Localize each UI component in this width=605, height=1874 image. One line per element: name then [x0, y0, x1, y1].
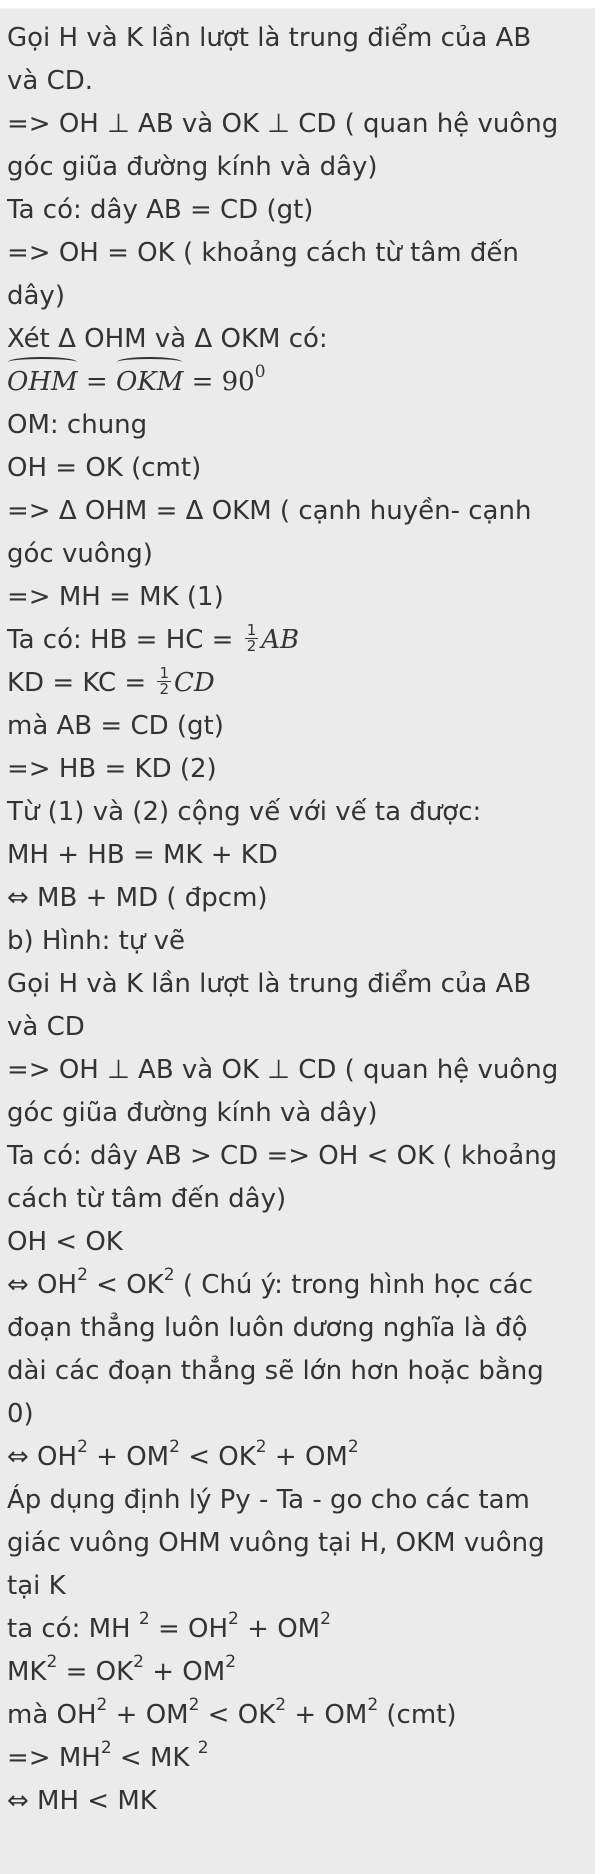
text-line: góc giũa đường kính và dây)	[7, 1098, 378, 1128]
superscript: 2	[255, 1437, 267, 1458]
text-line: dài các đoạn thẳng sẽ lớn hơn hoặc bằng	[7, 1356, 544, 1386]
fraction-numerator: 1	[159, 664, 170, 682]
superscript: 2	[320, 1609, 331, 1630]
superscript: 2	[225, 1652, 237, 1673]
superscript: 0	[254, 362, 266, 383]
math-text: CD	[174, 668, 215, 698]
math-text: AB	[261, 625, 300, 655]
superscript: 2	[96, 1695, 108, 1716]
line-prefix: KD = KC =	[7, 668, 155, 698]
math-line	[7, 1694, 592, 1737]
text-line: giác vuông OHM vuông tại H, OKM vuông	[7, 1528, 545, 1558]
math-segment: MK	[7, 1657, 47, 1687]
superscript: 2	[77, 1265, 88, 1286]
superscript: 2	[163, 1265, 175, 1286]
text-line: dây)	[7, 281, 65, 311]
math-segment: = OH	[149, 1614, 229, 1644]
math-segment: + OM	[286, 1700, 368, 1730]
math-segment: + OM	[143, 1657, 226, 1687]
text-line: và CD	[7, 1012, 85, 1042]
text-line: Ta có: dây AB = CD (gt)	[7, 195, 314, 225]
math-line	[7, 1608, 592, 1651]
math-segment: = OK	[57, 1657, 134, 1687]
text-line: tại K	[7, 1571, 66, 1601]
top-strip	[0, 0, 595, 9]
text-line: OH < OK	[7, 1227, 123, 1257]
text-line: cách từ tâm đến dây)	[7, 1184, 287, 1214]
superscript: 2	[197, 1738, 209, 1759]
text-line: góc giũa đường kính và dây)	[7, 152, 378, 182]
superscript: 2	[228, 1609, 239, 1630]
superscript: 2	[46, 1652, 58, 1673]
superscript: 2	[347, 1437, 359, 1458]
text-line: góc vuông)	[7, 539, 153, 569]
fraction	[245, 623, 259, 654]
math-text: =	[85, 367, 108, 397]
superscript: 2	[77, 1437, 88, 1458]
line-prefix: Ta có: HB = HC =	[7, 625, 242, 655]
text-line: OH = OK (cmt)	[7, 453, 202, 483]
superscript: 2	[138, 1609, 150, 1630]
text-line: Gọi H và K lần lượt là trung điểm của AB	[7, 23, 532, 53]
fraction	[157, 666, 171, 697]
text-line: OM: chung	[7, 410, 148, 440]
math-line	[7, 1737, 592, 1780]
text-line: MH + HB = MK + KD	[7, 840, 278, 870]
superscript: 2	[133, 1652, 144, 1673]
math-segment: ⇔ OH	[7, 1442, 78, 1472]
math-segment: ( Chú ý: trong hình học các	[174, 1270, 534, 1300]
fraction-line	[7, 619, 592, 662]
fraction-denominator: 2	[246, 637, 257, 655]
math-segment: + OM	[266, 1442, 348, 1472]
math-line	[7, 1264, 592, 1307]
text-line: ⇔ MH < MK	[7, 1786, 157, 1816]
text-line: và CD.	[7, 66, 94, 96]
superscript: 2	[275, 1695, 287, 1716]
math-segment: ta có: MH	[7, 1614, 139, 1644]
superscript: 2	[188, 1695, 200, 1716]
superscript: 2	[169, 1437, 180, 1458]
fraction-denominator: 2	[159, 680, 170, 698]
solution-text	[7, 17, 592, 1823]
text-line: đoạn thẳng luôn luôn dương nghĩa là độ	[7, 1313, 528, 1343]
fraction-numerator: 1	[246, 621, 257, 639]
math-segment: (cmt)	[378, 1700, 457, 1730]
text-line: 0)	[7, 1399, 34, 1429]
math-segment: + OM	[238, 1614, 321, 1644]
text-line: Áp dụng định lý Py - Ta - go cho các tam	[7, 1485, 530, 1515]
superscript: 2	[367, 1695, 379, 1716]
fraction-line	[7, 662, 592, 705]
text-line: => Δ OHM = Δ OKM ( cạnh huyền- cạnh	[7, 496, 532, 526]
math-line	[7, 1436, 592, 1479]
text-line: mà AB = CD (gt)	[7, 711, 224, 741]
math-segment: + OM	[107, 1700, 189, 1730]
text-line: Gọi H và K lần lượt là trung điểm của AB	[7, 969, 532, 999]
text-line: b) Hình: tự vẽ	[7, 926, 185, 956]
math-segment: mà OH	[7, 1700, 97, 1730]
text-line: Ta có: dây AB > CD => OH < OK ( khoảng	[7, 1141, 558, 1171]
math-segment: ⇔ OH	[7, 1270, 78, 1300]
text-line: => OH ⊥ AB và OK ⊥ CD ( quan hệ vuông	[7, 1055, 559, 1085]
text-line: => OH = OK ( khoảng cách từ tâm đến	[7, 238, 519, 268]
text-line: => MH = MK (1)	[7, 582, 224, 612]
angle-ohm: OHM	[7, 361, 78, 404]
angle-equation-line	[7, 361, 592, 404]
math-segment: < OK	[87, 1270, 164, 1300]
math-segment: < OK	[179, 1442, 256, 1472]
math-segment: + OM	[87, 1442, 170, 1472]
text-line: => HB = KD (2)	[7, 754, 217, 784]
math-segment: < MK	[111, 1743, 198, 1773]
text-line: Xét Δ OHM và Δ OKM có:	[7, 324, 328, 354]
superscript: 2	[100, 1738, 112, 1759]
math-segment: => MH	[7, 1743, 101, 1773]
text-line: Từ (1) và (2) cộng vế với vế ta được:	[7, 797, 482, 827]
math-text: = 90	[191, 367, 255, 397]
math-segment: < OK	[199, 1700, 276, 1730]
math-line	[7, 1651, 592, 1694]
angle-okm: OKM	[116, 361, 183, 404]
text-line: => OH ⊥ AB và OK ⊥ CD ( quan hệ vuông	[7, 109, 559, 139]
text-line: ⇔ MB + MD ( đpcm)	[7, 883, 268, 913]
